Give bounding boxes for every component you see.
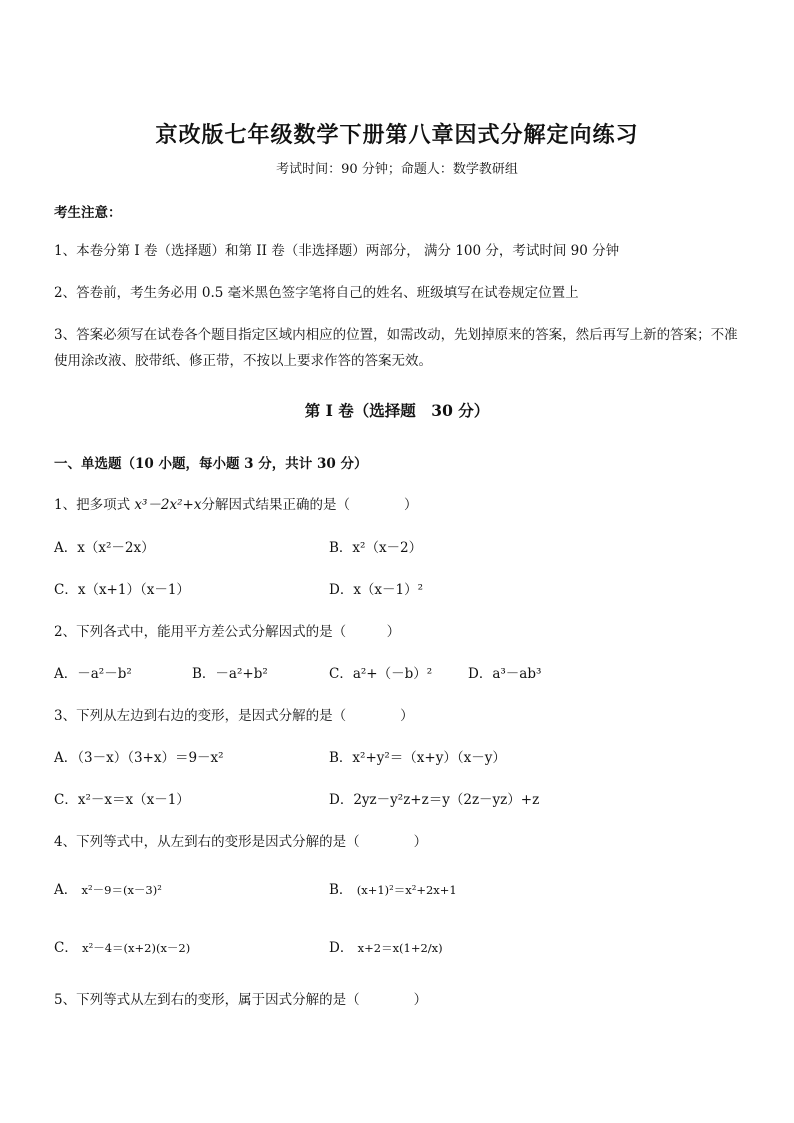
exam-title: 京改版七年级数学下册第八章因式分解定向练习 [155,122,639,148]
question-2: 2、下列各式中，能用平方差公式分解因式的是（ ） [54,624,401,640]
question-4: 4、下列等式中，从左到右的变形是因式分解的是（ ） [54,834,428,850]
question-3-option-b[interactable]: B．x²+y²＝（x+y）（x－y） [329,750,506,766]
question-2-option-c[interactable]: C．a²+（－b）² [329,666,433,682]
question-1-suffix: 分解因式结果正确的是（ ） [201,497,418,513]
question-4-letter-b: B． [329,882,353,898]
question-5: 5、下列等式从左到右的变形，属于因式分解的是（ ） [54,992,428,1008]
notice-item-3: 3、答案必须写在试卷各个题目指定区域内相应的位置，如需改动，先划掉原来的答案，然后再写上新的答案；不准使用涂改液、胶带纸、修正带，不按以上要求作答的答案无效。 [54,327,738,369]
question-1-option-b[interactable]: B．x²（x－2） [329,540,423,556]
question-3-option-d[interactable]: D．2yz－y²z+z＝y（2z－yz）+z [329,792,540,808]
part-heading: 一、单选题（10 小题，每小题 3 分，共计 30 分） [54,456,368,472]
question-1-option-a[interactable]: A．x（x²－2x） [54,540,155,556]
question-4-option-c[interactable] [54,936,190,956]
question-2-option-a[interactable]: A．－a²－b² [54,666,132,682]
question-4-formula-d: x+2＝x(1+2/x) [357,941,443,955]
notice-item-2: 2、答卷前，考生务必用 0.5 毫米黑色签字笔将自己的姓名、班级填写在试卷规定位置上 [54,285,579,301]
question-4-letter-a: A． [54,882,78,898]
question-4-option-d[interactable] [329,936,443,956]
question-1-option-d[interactable]: D．x（x－1）² [329,582,424,598]
question-1-prefix: 1、把多项式 [54,497,135,513]
question-4-option-b[interactable] [329,878,457,898]
question-3-option-a[interactable]: A．（3－x）（3+x）＝9－x² [54,750,224,766]
question-1 [54,493,417,513]
question-4-letter-c: C． [54,940,78,956]
notice-heading: 考生注意： [54,205,122,221]
question-1-option-c[interactable]: C．x（x+1）（x－1） [54,582,190,598]
question-3: 3、下列从左边到右边的变形，是因式分解的是（ ） [54,708,414,724]
notice-item-1: 1、本卷分第 I 卷（选择题）和第 II 卷（非选择题）两部分， 满分 100 分，考试时间 90 分钟 [54,243,620,259]
question-2-option-d[interactable]: D．a³－ab³ [468,666,542,682]
question-4-option-a[interactable] [54,878,162,898]
question-4-formula-c: x²－4＝(x+2)(x－2) [82,941,191,955]
question-2-option-b[interactable]: B．－a²+b² [192,666,268,682]
question-4-formula-a: x²－9＝(x－3)² [81,883,162,897]
section-title: 第 I 卷（选择题 30 分） [304,401,490,420]
exam-subtitle: 考试时间：90 分钟；命题人：数学教研组 [276,162,518,177]
question-1-math: x³－2x²+x [134,497,202,513]
question-4-letter-d: D． [329,940,354,956]
question-4-formula-b: (x+1)²＝x²+2x+1 [356,883,457,897]
question-3-option-c[interactable]: C．x²－x＝x（x－1） [54,792,190,808]
